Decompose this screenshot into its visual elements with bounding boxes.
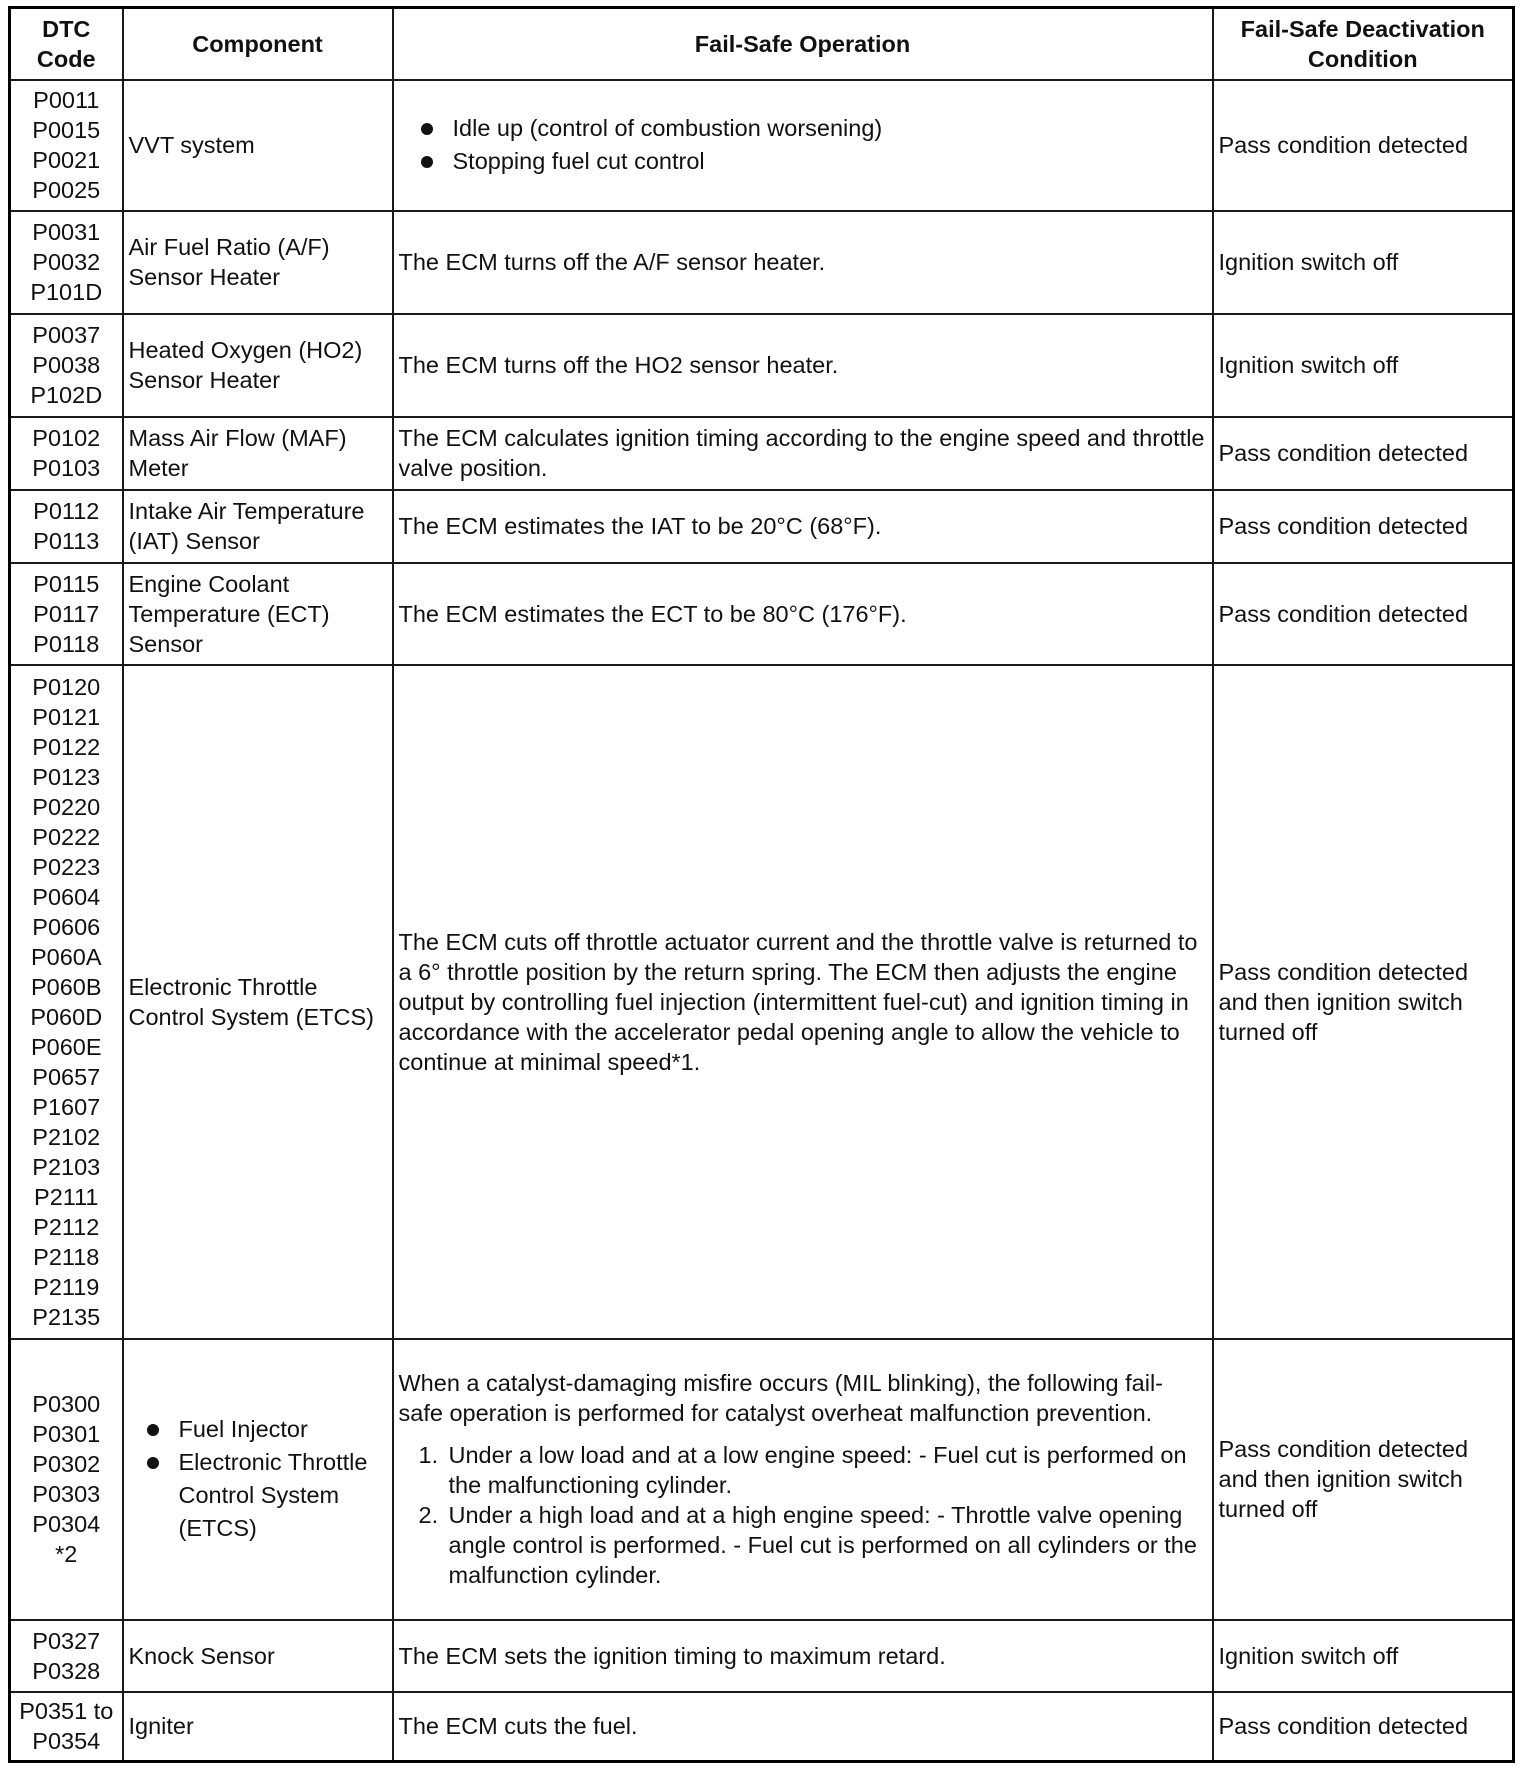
table-row: [10, 1339, 1514, 1620]
dtc-code: P0032: [32, 249, 101, 275]
dtc-codes: [10, 1339, 123, 1620]
step-text: Under a high load and at a high engine speed: - Throttle valve opening angle control is performed. - Fuel cut is performed on all cylinders or the malfunction cylinder.: [448, 1502, 1197, 1588]
dtc-code: P2135: [32, 1303, 101, 1330]
dtc-code: P0604: [32, 883, 101, 910]
dtc-code: P2112: [33, 1213, 100, 1240]
dtc-code: P0351 to: [19, 1698, 114, 1725]
deactivation-cell: Pass condition detected: [1213, 80, 1514, 211]
dtc-code: P1607: [32, 1093, 101, 1120]
dtc-code: P0327: [32, 1627, 101, 1654]
dtc-code: P0657: [32, 1063, 101, 1090]
dtc-codes: [10, 314, 123, 417]
dtc-codes: [10, 1692, 123, 1762]
dtc-code: P0112: [33, 498, 100, 524]
dtc-codes: [10, 80, 123, 211]
table-row: [10, 563, 1514, 665]
component-cell: Mass Air Flow (MAF) Meter: [123, 417, 393, 490]
step-number: 1.: [418, 1442, 439, 1468]
dtc-code: P060B: [30, 973, 102, 1000]
deactivation-cell: Pass condition detected: [1213, 417, 1514, 490]
dtc-code: P0011: [33, 87, 100, 113]
operation-step: [419, 1500, 1207, 1590]
table-row: [10, 80, 1514, 211]
table-row: [10, 417, 1514, 490]
dtc-codes: [10, 490, 123, 563]
dtc-code: P0301: [32, 1421, 101, 1447]
operation-cell: The ECM cuts the fuel.: [393, 1692, 1213, 1762]
dtc-code: P2119: [33, 1273, 100, 1300]
dtc-code: P0037: [32, 322, 101, 348]
dtc-code: P0123: [32, 763, 101, 790]
component-cell: Engine Coolant Temperature (ECT) Sensor: [123, 563, 393, 665]
table-row: [10, 490, 1514, 563]
table-row: [10, 1692, 1514, 1762]
dtc-code: P0223: [32, 853, 101, 880]
dtc-code: P0220: [32, 793, 101, 820]
table-row: [10, 211, 1514, 314]
dtc-code: P0302: [32, 1451, 101, 1477]
fail-safe-table: [8, 6, 1515, 1763]
operation-cell: [393, 80, 1213, 211]
component-cell: VVT system: [123, 80, 393, 211]
header-dtc-code: DTC Code: [10, 8, 123, 80]
dtc-code: P0300: [32, 1391, 101, 1417]
operation-cell: [393, 1339, 1213, 1620]
dtc-code-footnote: *2: [55, 1541, 78, 1567]
dtc-code: P0118: [33, 630, 100, 657]
component-cell: Air Fuel Ratio (A/F) Sensor Heater: [123, 211, 393, 314]
dtc-code: P0304: [32, 1511, 101, 1537]
deactivation-cell: Ignition switch off: [1213, 1620, 1514, 1692]
dtc-code: P0038: [32, 352, 101, 378]
operation-cell: The ECM turns off the HO2 sensor heater.: [393, 314, 1213, 417]
operation-bullet: Stopping fuel cut control: [421, 145, 1207, 178]
dtc-code: P101D: [30, 279, 103, 305]
dtc-code: P0117: [33, 600, 100, 627]
dtc-code: P0113: [33, 528, 100, 554]
header-fail-safe-operation: Fail-Safe Operation: [393, 8, 1213, 80]
dtc-code: P2102: [32, 1123, 101, 1150]
header-row: [10, 8, 1514, 80]
dtc-code: P2103: [32, 1153, 101, 1180]
table-row: [10, 665, 1514, 1339]
table-row: [10, 1620, 1514, 1692]
component-cell: Electronic Throttle Control System (ETCS): [123, 665, 393, 1339]
component-cell: Heated Oxygen (HO2) Sensor Heater: [123, 314, 393, 417]
deactivation-cell: Pass condition detected and then ignition switch turned off: [1213, 665, 1514, 1339]
operation-cell: The ECM turns off the A/F sensor heater.: [393, 211, 1213, 314]
table-row: [10, 314, 1514, 417]
dtc-codes: [10, 665, 123, 1339]
operation-bullet: Idle up (control of combustion worsening): [421, 112, 1207, 145]
step-number: 2.: [418, 1502, 439, 1528]
operation-step: [419, 1440, 1207, 1500]
dtc-code: P0121: [32, 703, 101, 730]
dtc-code: P0120: [32, 673, 101, 700]
component-cell: [123, 1339, 393, 1620]
component-cell: Intake Air Temperature (IAT) Sensor: [123, 490, 393, 563]
operation-cell: The ECM estimates the IAT to be 20°C (68°F).: [393, 490, 1213, 563]
deactivation-cell: Ignition switch off: [1213, 211, 1514, 314]
header-deactivation-condition: Fail-Safe Deactivation Condition: [1213, 8, 1514, 80]
operation-cell: The ECM cuts off throttle actuator current and the throttle valve is returned to a 6° throttle position by the return spring. The ECM then adjusts the engine output by controlling fuel injection (intermittent fuel-cut) and ignition timing in accordance with the accelerator pedal opening angle to allow the vehicle to continue at minimal speed*1.: [393, 665, 1213, 1339]
dtc-code: P060D: [30, 1003, 103, 1030]
dtc-code: P0021: [32, 147, 101, 173]
dtc-code: P0122: [32, 733, 101, 760]
dtc-code: P0025: [32, 177, 101, 203]
dtc-code: P102D: [30, 382, 103, 408]
dtc-code: P0303: [32, 1481, 101, 1507]
dtc-code: P0606: [32, 913, 101, 940]
component-bullet: Fuel Injector: [147, 1413, 387, 1446]
dtc-code: P2111: [34, 1183, 99, 1210]
fail-safe-document: [8, 6, 1512, 1760]
dtc-code: P0015: [32, 117, 101, 143]
dtc-code: P0354: [32, 1728, 101, 1755]
operation-cell: The ECM estimates the ECT to be 80°C (176°F).: [393, 563, 1213, 665]
deactivation-cell: Pass condition detected: [1213, 1692, 1514, 1762]
dtc-code: P0031: [32, 219, 101, 245]
deactivation-cell: Ignition switch off: [1213, 314, 1514, 417]
dtc-codes: [10, 563, 123, 665]
deactivation-cell: Pass condition detected and then ignition switch turned off: [1213, 1339, 1514, 1620]
dtc-code: P0328: [32, 1657, 101, 1684]
deactivation-cell: Pass condition detected: [1213, 490, 1514, 563]
operation-cell: The ECM sets the ignition timing to maximum retard.: [393, 1620, 1213, 1692]
dtc-code: P060E: [30, 1033, 102, 1060]
operation-cell: The ECM calculates ignition timing according to the engine speed and throttle valve position.: [393, 417, 1213, 490]
component-cell: Igniter: [123, 1692, 393, 1762]
dtc-codes: [10, 417, 123, 490]
deactivation-cell: Pass condition detected: [1213, 563, 1514, 665]
component-bullet: Electronic Throttle Control System (ETCS): [147, 1446, 387, 1545]
dtc-codes: [10, 211, 123, 314]
step-text: Under a low load and at a low engine speed: - Fuel cut is performed on the malfunctioning cylinder.: [448, 1442, 1187, 1498]
component-cell: Knock Sensor: [123, 1620, 393, 1692]
dtc-code: P0102: [32, 425, 101, 451]
dtc-code: P0222: [32, 823, 101, 850]
dtc-code: P060A: [30, 943, 102, 970]
header-component: Component: [123, 8, 393, 80]
dtc-code: P0103: [32, 455, 101, 481]
dtc-codes: [10, 1620, 123, 1692]
operation-intro: When a catalyst-damaging misfire occurs (MIL blinking), the following fail-safe operation is performed for catalyst overheat malfunction prevention.: [398, 1370, 1163, 1426]
dtc-code: P2118: [33, 1243, 100, 1270]
dtc-code: P0115: [33, 570, 100, 597]
